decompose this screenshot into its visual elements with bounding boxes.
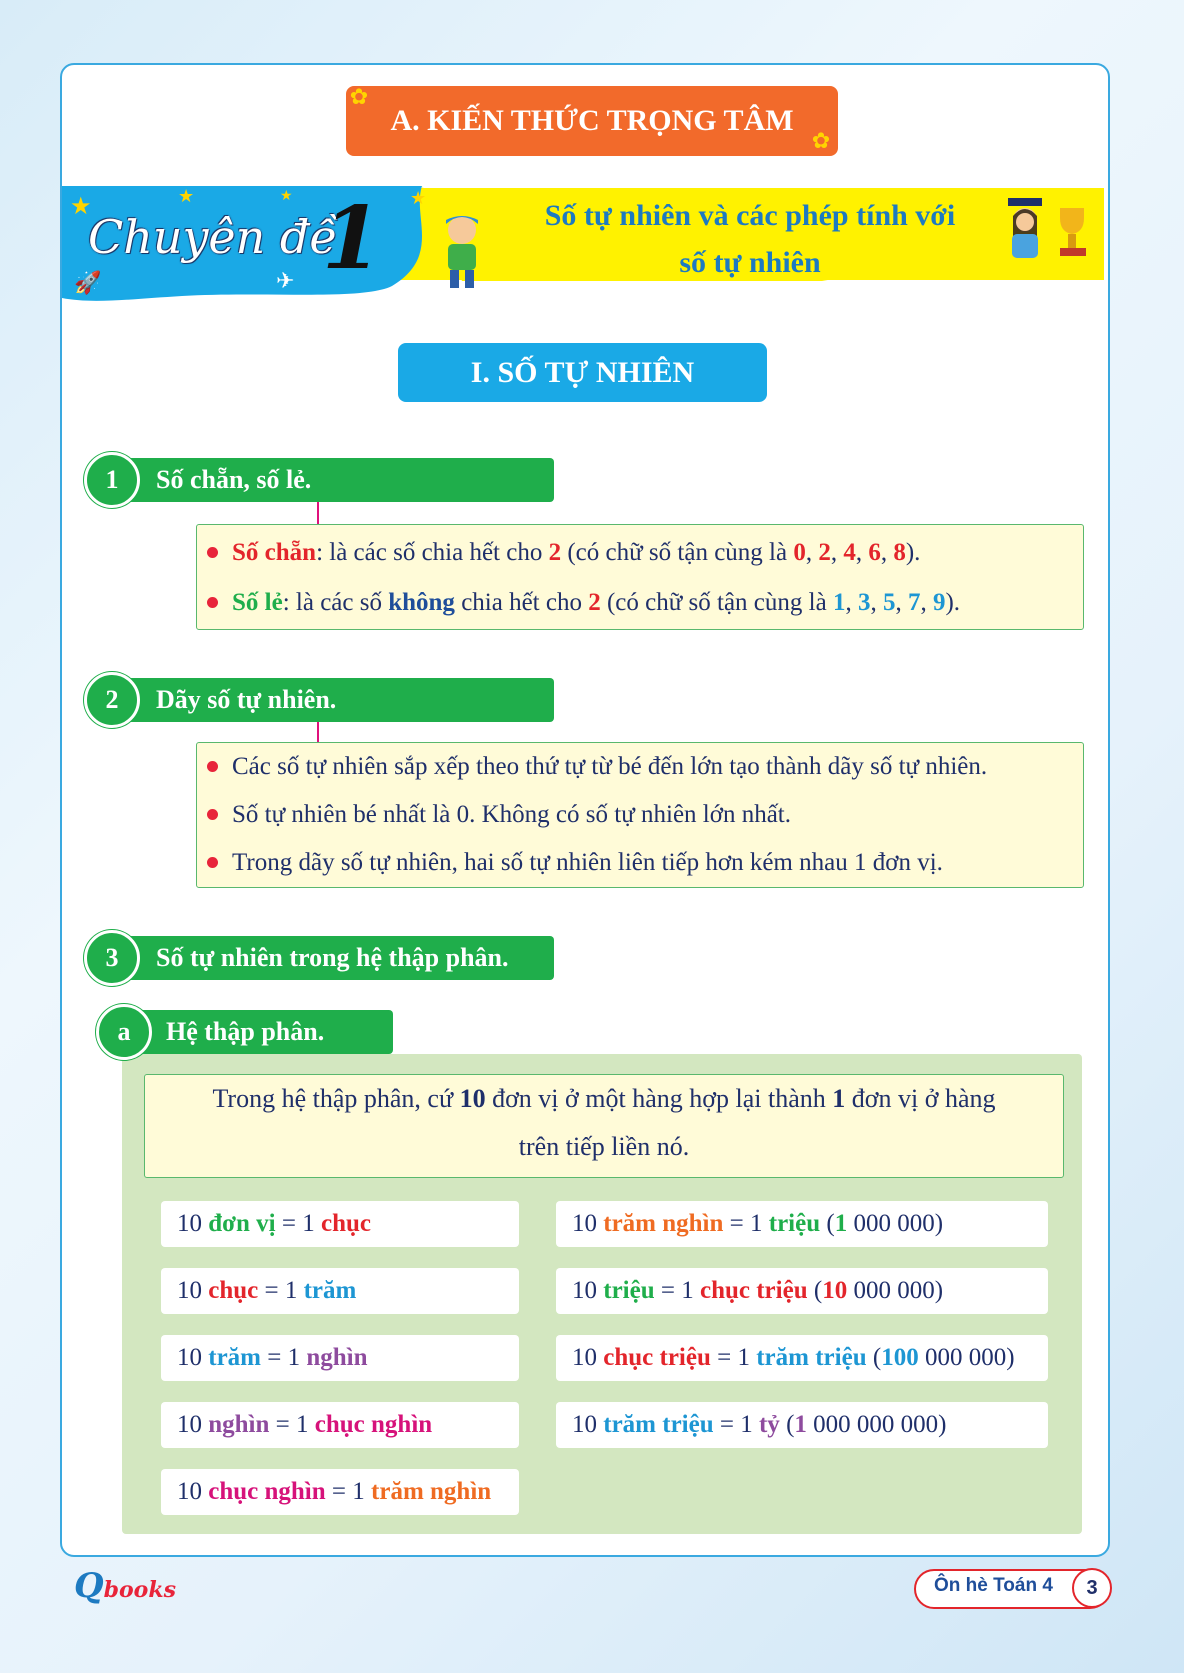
- even-digit: 6: [868, 539, 881, 566]
- sub-a-heading: [120, 1010, 393, 1054]
- star-icon: ★: [280, 189, 293, 204]
- even-text: : là các số chia hết cho: [316, 539, 549, 566]
- topic-title-line1: Số tự nhiên và các phép tính với: [544, 199, 956, 232]
- star-icon: ★: [410, 188, 427, 208]
- rule-value-lead: 1: [794, 1411, 807, 1438]
- item3-number-badge: 3: [84, 930, 140, 986]
- topic-title: [460, 192, 1040, 286]
- logo-text: books: [103, 1577, 176, 1603]
- odd-text: ).: [945, 589, 961, 616]
- odd-negation: không: [388, 589, 455, 616]
- rule-text: = 1: [275, 1210, 321, 1237]
- statement-number: 1: [832, 1084, 846, 1113]
- conversion-rule: [161, 1268, 519, 1314]
- item3-title: Số tự nhiên trong hệ thập phân.: [156, 943, 509, 972]
- rule-text: (: [866, 1344, 882, 1371]
- rule-text: = 1: [713, 1411, 759, 1438]
- even-text: ).: [905, 539, 921, 566]
- rule-text: (: [820, 1210, 835, 1237]
- list-item: [207, 849, 943, 877]
- sub-a-title: Hệ thập phân.: [166, 1017, 325, 1046]
- book-title: Ôn hè Toán 4: [934, 1575, 1053, 1596]
- rule-unit-from: chục triệu: [603, 1344, 711, 1371]
- rule-text: = 1: [258, 1277, 304, 1304]
- rule-unit-from: triệu: [603, 1277, 655, 1304]
- topic-label: Chuyên đề: [88, 210, 338, 264]
- odd-definition: Số lẻ: là các số không chia hết cho 2 (có chữ số tận cùng là 1, 3, 5, 7, 9).: [207, 589, 960, 617]
- rule-text: 10: [177, 1478, 209, 1505]
- rule-unit-from: chục: [208, 1277, 259, 1304]
- odd-digit: 1: [832, 589, 846, 616]
- topic-title-line2: số tự nhiên: [679, 246, 821, 279]
- graduate-girl-illustration: [1002, 198, 1102, 270]
- rocket-icon: 🚀: [74, 270, 102, 295]
- conversion-rule: [556, 1335, 1048, 1381]
- rule-value-lead: 1: [834, 1210, 848, 1237]
- even-text: (có chữ số tận cùng là: [561, 539, 794, 566]
- rule-value: 000 000 000): [806, 1411, 947, 1438]
- rule-unit-to: tỷ: [758, 1411, 780, 1438]
- odd-digit: 5: [882, 589, 896, 616]
- item2-number-badge: 2: [84, 672, 140, 728]
- rule-value-lead: 10: [822, 1277, 848, 1304]
- list-item-text: Số tự nhiên bé nhất là 0. Không có số tự nhiên lớn nhất.: [232, 801, 791, 828]
- odd-term: Số lẻ: [232, 589, 283, 616]
- odd-divisor: 2: [588, 589, 601, 616]
- item1-heading: [112, 458, 554, 502]
- part-heading: A. KIẾN THỨC TRỌNG TÂM: [346, 86, 838, 156]
- even-digit: 8: [893, 539, 906, 566]
- rule-text: = 1: [261, 1344, 307, 1371]
- rule-text: 10: [572, 1344, 604, 1371]
- statement-text: Trong hệ thập phân, cứ: [212, 1084, 460, 1113]
- decimal-statement-line1: [145, 1075, 1063, 1123]
- even-divisor: 2: [548, 539, 562, 566]
- conversion-rule: [161, 1201, 519, 1247]
- conversion-rule: [161, 1335, 519, 1381]
- rule-unit-to: chục triệu: [699, 1277, 808, 1304]
- rule-value-lead: 100: [881, 1344, 919, 1371]
- rule-unit-from: trăm: [208, 1344, 261, 1371]
- rule-unit-to: trăm triệu: [756, 1344, 867, 1371]
- rule-unit-to: nghìn: [306, 1344, 368, 1371]
- odd-text: chia hết cho: [454, 589, 589, 616]
- item1-box: [196, 524, 1084, 630]
- rule-value: 000 000): [847, 1277, 944, 1304]
- even-digit: 4: [843, 539, 856, 566]
- bullet-icon: [207, 761, 218, 772]
- rule-text: (: [807, 1277, 823, 1304]
- topic-number: 1: [322, 188, 382, 289]
- rule-value: 000 000): [847, 1210, 944, 1237]
- conversion-rule: [161, 1402, 519, 1448]
- conversion-rule: [556, 1268, 1048, 1314]
- item1-number-badge: 1: [84, 452, 140, 508]
- rule-text: 10: [572, 1210, 604, 1237]
- odd-digit: 7: [907, 589, 921, 616]
- rule-unit-to: chục nghìn: [314, 1411, 433, 1438]
- item2-heading: [112, 678, 554, 722]
- page-number: 3: [1072, 1568, 1112, 1608]
- rule-text: (: [779, 1411, 795, 1438]
- bullet-icon: [207, 809, 218, 820]
- flower-icon: ✿: [349, 84, 369, 109]
- rule-text: 10: [572, 1277, 604, 1304]
- connector-line: [317, 722, 319, 742]
- rule-unit-from: trăm triệu: [603, 1411, 714, 1438]
- rule-unit-from: nghìn: [208, 1411, 270, 1438]
- star-icon: ★: [178, 186, 195, 206]
- item3-heading: [112, 936, 554, 980]
- rule-value: 000 000): [918, 1344, 1015, 1371]
- rule-unit-from: đơn vị: [208, 1210, 276, 1237]
- odd-digit: 3: [857, 589, 871, 616]
- statement-text: đơn vị ở hàng: [845, 1084, 996, 1113]
- decimal-statement-line2: trên tiếp liền nó.: [518, 1132, 690, 1161]
- conversion-rule: [161, 1469, 519, 1515]
- item1-title: Số chẵn, số lẻ.: [156, 465, 312, 494]
- list-item: [207, 801, 791, 829]
- flower-icon: ✿: [811, 128, 831, 153]
- statement-number: 10: [459, 1084, 486, 1113]
- list-item-text: Các số tự nhiên sắp xếp theo thứ tự từ bé đến lớn tạo thành dãy số tự nhiên.: [232, 753, 988, 780]
- odd-text: : là các số: [282, 589, 389, 616]
- decimal-statement: [144, 1074, 1064, 1178]
- rule-unit-from: trăm nghìn: [603, 1210, 724, 1237]
- rule-unit-to: trăm nghìn: [371, 1478, 492, 1505]
- rule-text: 10: [177, 1344, 209, 1371]
- rule-unit-to: triệu: [768, 1210, 821, 1237]
- even-term: Số chẵn: [232, 539, 317, 566]
- item2-box: [196, 742, 1084, 888]
- bullet-icon: [207, 597, 218, 608]
- section-title: I. SỐ TỰ NHIÊN: [398, 343, 767, 402]
- bullet-icon: [207, 547, 218, 558]
- conversion-rule: [556, 1201, 1048, 1247]
- odd-digit: 9: [932, 589, 946, 616]
- conversion-rule: [556, 1402, 1048, 1448]
- rule-text: = 1: [269, 1411, 315, 1438]
- even-digit: 2: [818, 539, 831, 566]
- even-digit: 0: [793, 539, 806, 566]
- rule-unit-to: trăm: [303, 1277, 357, 1304]
- rule-text: 10: [177, 1411, 209, 1438]
- list-item-text: Trong dãy số tự nhiên, hai số tự nhiên liên tiếp hơn kém nhau 1 đơn vị.: [232, 849, 943, 876]
- star-icon: ★: [70, 194, 92, 220]
- rule-text: 10: [572, 1411, 604, 1438]
- rule-unit-from: chục nghìn: [208, 1478, 326, 1505]
- list-item: [207, 753, 987, 781]
- airplane-icon: ✈: [276, 268, 295, 293]
- rule-text: 10: [177, 1210, 209, 1237]
- rule-unit-to: chục: [320, 1210, 371, 1237]
- bullet-icon: [207, 857, 218, 868]
- rule-text: 10: [177, 1277, 209, 1304]
- rule-text: = 1: [654, 1277, 700, 1304]
- rule-text: = 1: [325, 1478, 372, 1505]
- odd-text: (có chữ số tận cùng là: [600, 589, 833, 616]
- item2-title: Dãy số tự nhiên.: [156, 685, 337, 714]
- connector-line: [317, 502, 319, 524]
- publisher-logo: [74, 1566, 176, 1606]
- sub-a-letter-badge: a: [96, 1004, 152, 1060]
- even-definition: Số chẵn: là các số chia hết cho 2 (có chữ số tận cùng là 0, 2, 4, 6, 8).: [207, 539, 920, 567]
- rule-text: = 1: [710, 1344, 757, 1371]
- statement-text: đơn vị ở một hàng hợp lại thành: [485, 1084, 833, 1113]
- logo-letter: Q: [74, 1566, 104, 1606]
- rule-text: = 1: [723, 1210, 769, 1237]
